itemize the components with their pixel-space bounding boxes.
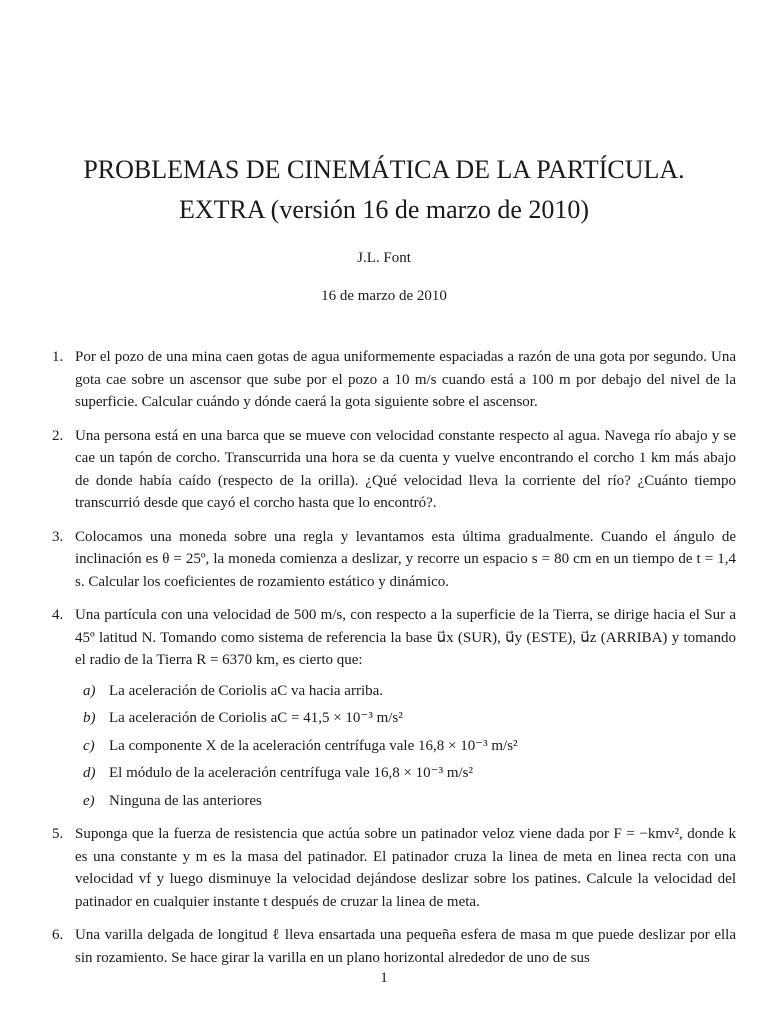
option-d: [75, 762, 736, 785]
option-c: [75, 735, 736, 758]
problem-number: 6.: [52, 927, 64, 943]
problem-3: [52, 526, 736, 594]
title-line-2: EXTRA (versión 16 de marzo de 2010): [178, 195, 590, 224]
option-text: La componente X de la aceleración centrífuga vale 16,8 × 10⁻³ m/s²: [109, 737, 518, 754]
title-line-1: PROBLEMAS DE CINEMÁTICA DE LA PARTÍCULA.: [83, 155, 685, 184]
document-title: [0, 150, 768, 230]
problem-5: [52, 823, 736, 913]
option-e: [75, 790, 736, 813]
option-label: a): [83, 682, 96, 699]
problem-1: [52, 346, 736, 414]
problem-text: Una persona está en una barca que se mueve con velocidad constante respecto al agua. Navega río abajo y se cae un tapón de corcho. Transcurrida una hora se da cuenta y vuelve encontrando el corcho 1 km más abajo de donde había caído (respecto de la orilla). ¿Qué velocidad lleva la corriente del río? ¿Cuánto tiempo transcurrió desde que cayó el corcho hasta que lo encontró?.: [75, 427, 736, 511]
problem-text: Una varilla delgada de longitud ℓ lleva ensartada una pequeña esfera de masa m que puede deslizar por ella sin rozamiento. Se hace girar la varilla en un plano horizontal alrededor de uno de sus: [75, 927, 736, 966]
problem-4: [52, 604, 736, 812]
option-label: d): [83, 765, 96, 781]
problem-number: 5.: [52, 826, 64, 842]
problem-list: [52, 346, 736, 980]
problem-text: Colocamos una moneda sobre una regla y levantamos esta última gradualmente. Cuando el ángulo de inclinación es θ = 25º, la moneda comienza a deslizar, y recorre un espacio s = 80 cm en un tiempo de t = 1,4 s. Calcular los coeficientes de rozamiento estático y dinámico.: [75, 528, 736, 590]
problem-2: [52, 425, 736, 515]
option-text: La aceleración de Coriolis aC = 41,5 × 10⁻³ m/s²: [109, 710, 403, 726]
option-text: Ninguna de las anteriores: [109, 792, 262, 809]
problem-number: 4.: [52, 607, 64, 623]
problem-number: 1.: [52, 349, 64, 365]
option-text: La aceleración de Coriolis aC va hacia arriba.: [109, 682, 384, 699]
answer-options: [75, 680, 736, 813]
problem-number: 3.: [52, 528, 64, 545]
author: J.L. Font: [357, 250, 411, 266]
option-text: El módulo de la aceleración centrífuga vale 16,8 × 10⁻³ m/s²: [109, 765, 473, 781]
document-date: 16 de marzo de 2010: [321, 288, 447, 304]
option-a: [75, 680, 736, 703]
option-label: e): [83, 792, 95, 809]
page-number: 1: [380, 970, 388, 986]
problem-text: Suponga que la fuerza de resistencia que actúa sobre un patinador veloz viene dada por F = −kmv², donde k es una constante y m es la masa del patinador. El patinador cruza la linea de meta en linea recta con una velocidad vf y luego disminuye la velocidad dejándose deslizar sobre los patines. Calcule la velocidad del patinador en cualquier instante t después de cruzar la linea de meta.: [75, 826, 736, 910]
problem-6: [52, 924, 736, 969]
problem-text: Una partícula con una velocidad de 500 m/s, con respecto a la superficie de la Tierra, se dirige hacia el Sur a 45º latitud N. Tomando como sistema de referencia la base u⃗x (SUR), u⃗y (ESTE), u⃗z (ARRIBA) y tomando el radio de la Tierra R = 6370 km, es cierto que:: [75, 607, 736, 668]
option-label: b): [83, 710, 96, 726]
problem-number: 2.: [52, 427, 64, 444]
problem-text: Por el pozo de una mina caen gotas de agua uniformemente espaciadas a razón de una gota por segundo. Una gota cae sobre un ascensor que sube por el pozo a 10 m/s cuando está a 100 m por debajo del nivel de la superficie. Calcular cuándo y dónde caerá la gota siguiente sobre el ascensor.: [75, 349, 736, 410]
option-b: [75, 707, 736, 730]
option-label: c): [83, 737, 95, 754]
